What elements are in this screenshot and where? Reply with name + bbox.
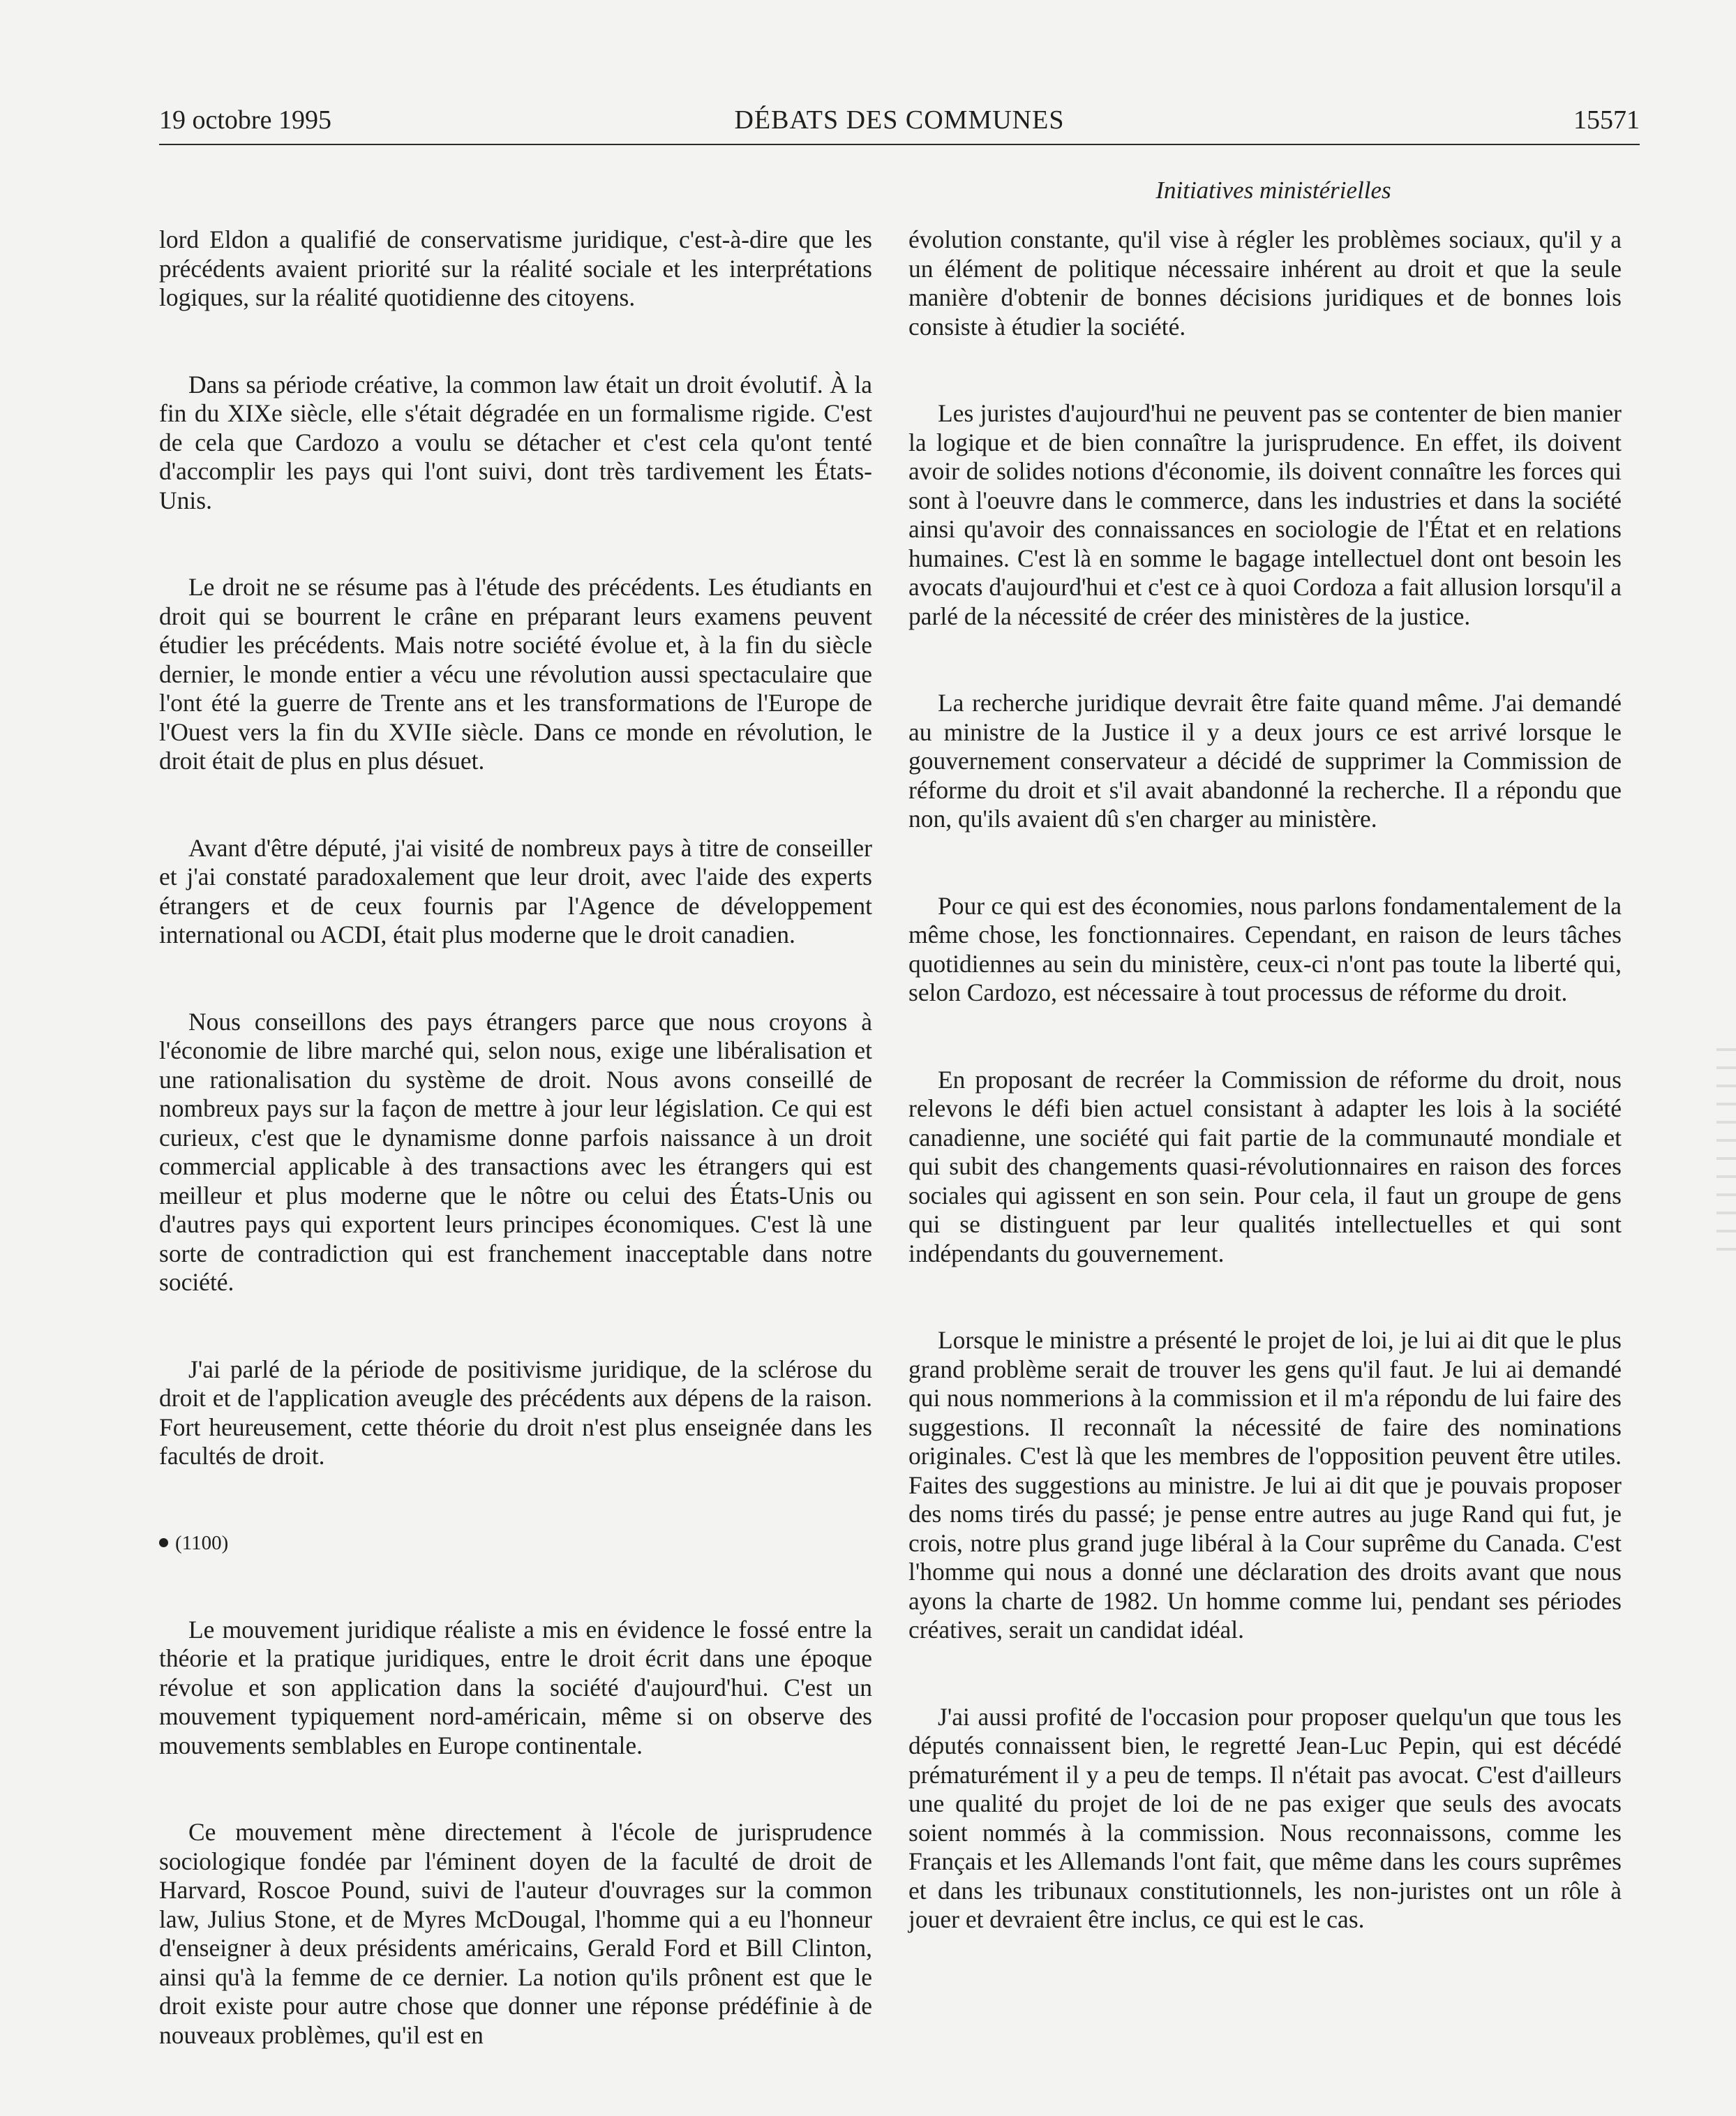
timestamp-text: (1100)	[175, 1531, 229, 1554]
page-number: 15571	[1573, 105, 1640, 135]
right-column	[908, 225, 1622, 1992]
paragraph: Dans sa période créative, la common law était un droit évolutif. À la fin du XIXe siècle, elle s'était dégradée en un formalisme rigide. C'est de cela que Cardozo a voulu se détacher et c'est cela qu'ont tenté d'accomplir les pays qui l'ont suivi, dont très tardivement les États-Unis.	[159, 370, 872, 514]
paragraph: J'ai aussi profité de l'occasion pour proposer quelqu'un que tous les députés connaissent bien, le regretté Jean-Luc Pepin, qui est décédé prématurément il y a peu de temps. Il n'était pas avocat. C'est d'ailleurs une qualité du projet de loi de ne pas exiger que seuls des avocats soient nommés à la commission. Nous reconnaissons, comme les Français et les Allemands l'ont fait, que même dans les cours suprêmes et dans les tribunaux constitutionnels, les non-juristes ont un rôle à jouer et devraient être inclus, ce qui est le cas.	[908, 1702, 1622, 1933]
paragraph: En proposant de recréer la Commission de réforme du droit, nous relevons le défi bien actuel consistant à adapter les lois à la société canadienne, une société qui fait partie de la communauté mondiale et qui subit des changements quasi-révolutionnaires en raison des forces sociales qui agissent en son sein. Pour cela, il faut un groupe de gens qui se distinguent par leur qualités intellectuelles et qui sont indépendants du gouvernement.	[908, 1065, 1622, 1267]
paragraph: Lorsque le ministre a présenté le projet de loi, je lui ai dit que le plus grand problème serait de trouver les gens qu'il faut. Je lui ai demandé qui nous nommerions à la commission et il m'a répondu de lui faire des suggestions. Il reconnaît la nécessité de faire des nominations originales. C'est là que les membres de l'opposition peuvent être utiles. Faites des suggestions au ministre. Je lui ai dit que je pouvais proposer des noms tirés du passé; je pense entre autres au juge Rand qui fut, je crois, notre plus grand juge libéral à la Cour suprême du Canada. C'est l'homme qui nous a donné une déclaration des droits avant que nous ayons la charte de 1982. Un homme comme lui, pendant ses périodes créatives, serait un candidat idéal.	[908, 1326, 1622, 1644]
paragraph: Avant d'être député, j'ai visité de nombreux pays à titre de conseiller et j'ai constaté paradoxalement que leur droit, avec l'aide des experts étrangers et de ceux fournis par l'Agence de développement international ou ACDI, était plus moderne que le droit canadien.	[159, 833, 872, 948]
paragraph: Le droit ne se résume pas à l'étude des précédents. Les étudiants en droit qui se bourrent le crâne en préparant leurs examens peuvent étudier les précédents. Mais notre société évolue et, à la fin du siècle dernier, le monde entier a vécu une révolution aussi spectaculaire que l'ont été la guerre de Trente ans et les transformations de l'Europe de l'Ouest vers la fin du XVIIe siècle. Dans ce monde en révolution, le droit était de plus en plus désuet.	[159, 573, 872, 775]
paragraph: Les juristes d'aujourd'hui ne peuvent pas se contenter de bien manier la logique et de bien connaître la jurisprudence. En effet, ils doivent avoir de solides notions d'économie, ils doivent connaître les forces qui sont à l'oeuvre dans le commerce, dans les industries et dans la société ainsi qu'avoir des connaissances en sociologie de l'État et en relations humaines. C'est là en somme le bagage intellectuel dont ont besoin les avocats d'aujourd'hui et c'est ce à quoi Cordoza a fait allusion lorsqu'il a parlé de la nécessité de créer des ministères de la justice.	[908, 399, 1622, 630]
header-rule	[159, 144, 1640, 145]
paragraph: La recherche juridique devrait être faite quand même. J'ai demandé au ministre de la Justice il y a deux jours ce est arrivé lorsque le gouvernement conservateur a décidé de supprimer la Commission de réforme du droit et s'il avait abandonné la recherche. Il a répondu que non, qu'ils avaient dû s'en charger au ministère.	[908, 689, 1622, 833]
paragraph: Le mouvement juridique réaliste a mis en évidence le fossé entre la théorie et la pratique juridiques, entre le droit écrit dans une époque révolue et son application dans la société d'aujourd'hui. C'est un mouvement typiquement nord-américain, même si on observe des mouvements semblables en Europe continentale.	[159, 1615, 872, 1759]
paragraph: J'ai parlé de la période de positivisme juridique, de la sclérose du droit et de l'application aveugle des précédents aux dépens de la raison. Fort heureusement, cette théorie du droit n'est plus enseignée dans les facultés de droit.	[159, 1355, 872, 1470]
scan-edge-artifact	[1716, 1033, 1736, 1263]
paragraph: lord Eldon a qualifié de conservatisme juridique, c'est-à-dire que les précédents avaient priorité sur la réalité sociale et les interprétations logiques, sur la réalité quotidienne des citoyens.	[159, 225, 872, 311]
paragraph: Ce mouvement mène directement à l'école de jurisprudence sociologique fondée par l'éminent doyen de la faculté de droit de Harvard, Roscoe Pound, suivi de l'auteur d'ouvrages sur la common law, Julius Stone, et de Myres McDougal, l'homme qui a eu l'honneur d'enseigner à deux présidents américains, Gerald Ford et Bill Clinton, ainsi qu'à la femme de ce dernier. La notion qu'ils prônent est que le droit existe pour autre chose que donner une réponse prédéfinie à de nouveaux problèmes, qu'il est en	[159, 1818, 872, 2049]
paragraph: Nous conseillons des pays étrangers parce que nous croyons à l'économie de libre marché qui, selon nous, exige une libéralisation et une rationalisation du système de droit. Nous avons conseillé de nombreux pays sur la façon de mettre à jour leur législation. Ce qui est curieux, c'est que le dynamisme donne parfois naissance à un droit commercial applicable à des transactions avec les étrangers qui est meilleur et plus moderne que le nôtre ou celui des États-Unis ou d'autres pays qui exportent leurs principes économiques. C'est là une sorte de contradiction qui est franchement inacceptable dans notre société.	[159, 1007, 872, 1296]
publication-title: DÉBATS DES COMMUNES	[734, 105, 1065, 135]
paragraph: Pour ce qui est des économies, nous parlons fondamentalement de la même chose, les fonctionnaires. Cependant, en raison de leurs tâches quotidiennes au sein du ministère, ceux-ci n'ont pas toute la liberté qui, selon Cardozo, est nécessaire à tout processus de réforme du droit.	[908, 891, 1622, 1006]
section-heading: Initiatives ministérielles	[1155, 177, 1391, 204]
page-header	[159, 99, 1640, 141]
left-column	[159, 225, 872, 2108]
paragraph: évolution constante, qu'il vise à régler les problèmes sociaux, qu'il y a un élément de politique nécessaire inhérent au droit et que la seule manière d'obtenir de bonnes décisions juridiques et de bonnes lois consiste à étudier la société.	[908, 225, 1622, 341]
bullet-icon	[159, 1538, 168, 1547]
header-date: 19 octobre 1995	[159, 105, 331, 135]
timestamp	[159, 1529, 872, 1558]
